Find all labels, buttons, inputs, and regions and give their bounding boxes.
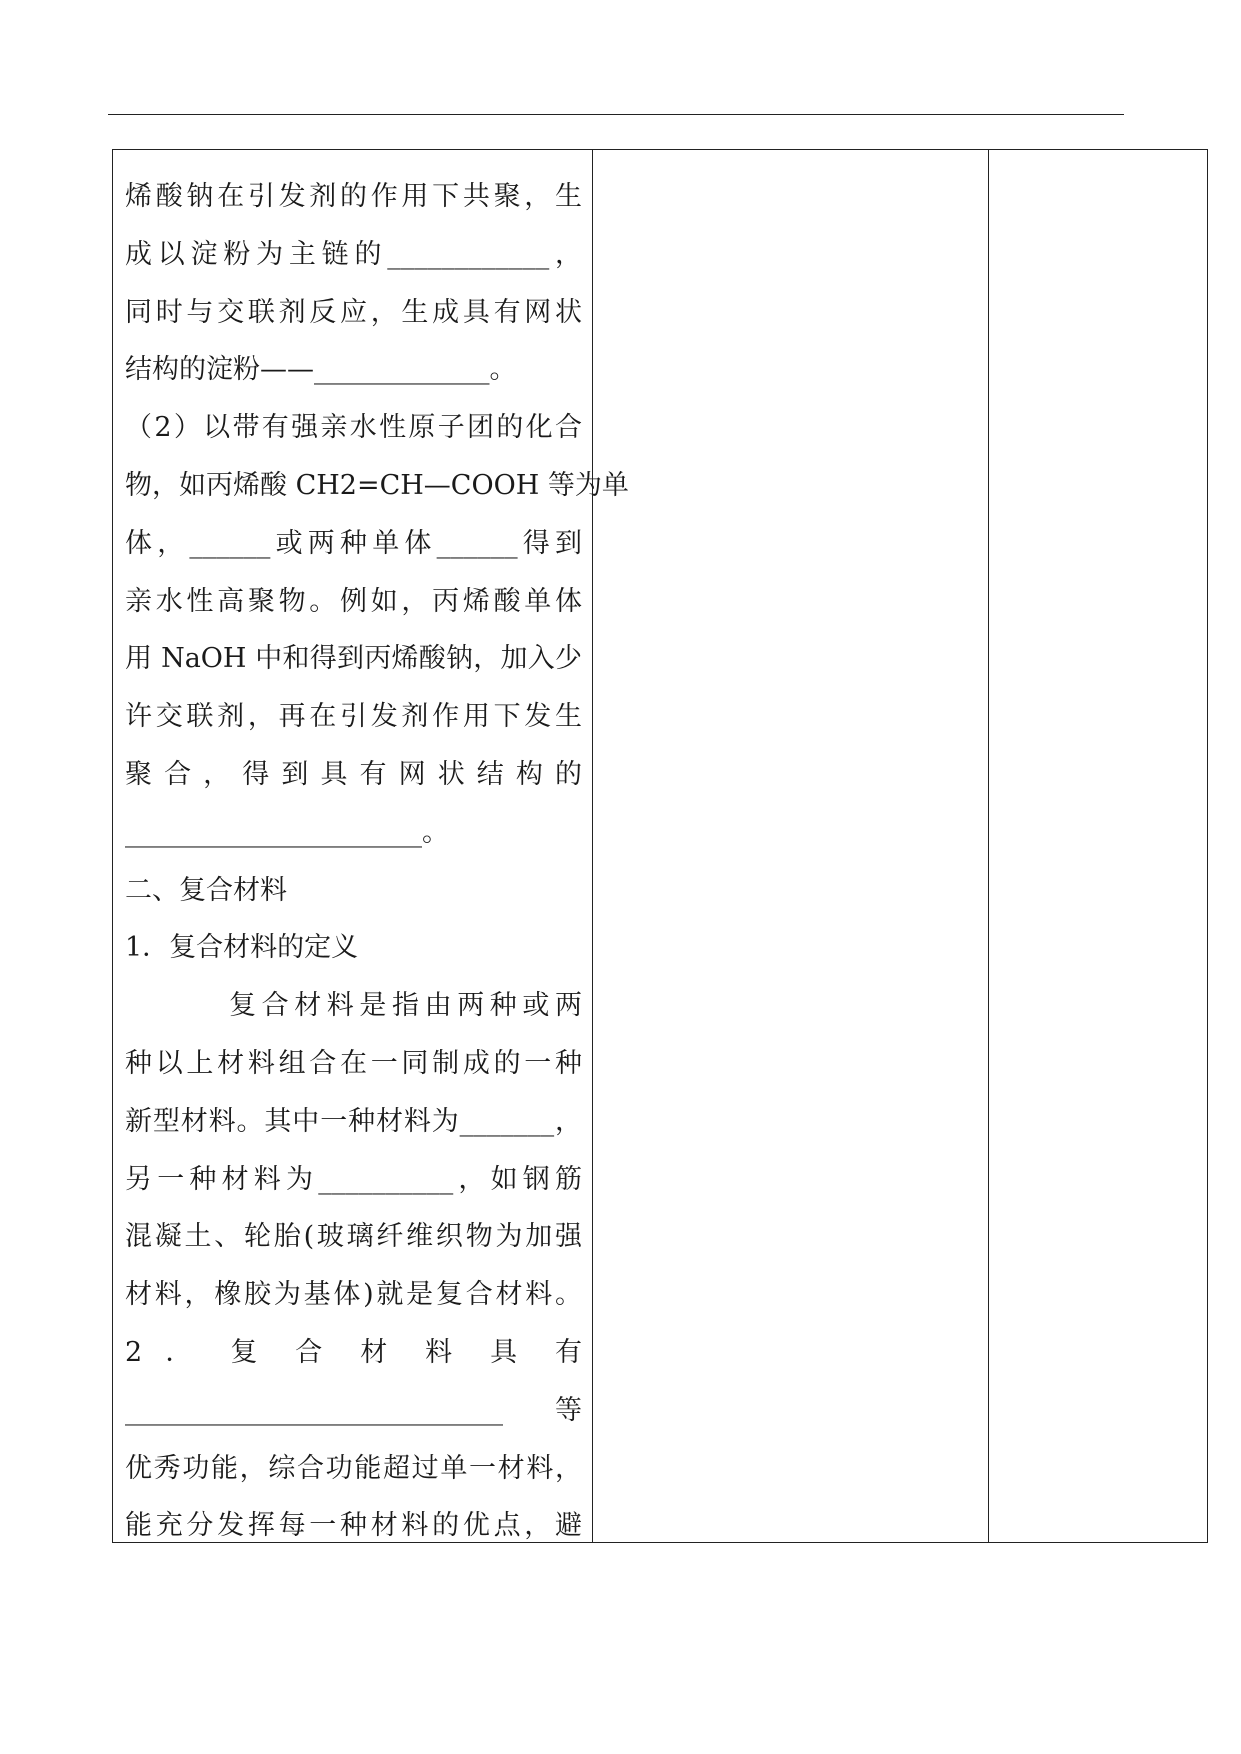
text-line: 同时与交联剂反应，生成具有网状 [125, 296, 582, 328]
text-line: 材料，橡胶为基体)就是复合材料。 [125, 1279, 582, 1311]
text-line: 许交联剂，再在引发剂作用下发生 [125, 701, 582, 733]
text-line: 用 NaOH 中和得到丙烯酸钠，加入少 [125, 643, 582, 675]
text-line: 烯酸钠在引发剂的作用下共聚，生 [125, 181, 582, 212]
notes-column [593, 150, 989, 1542]
text-line: 2 ． 复 合 材 料 具 有 [125, 1336, 582, 1368]
text-line: 种以上材料组合在一同制成的一种 [125, 1047, 582, 1079]
text-line: 物，如丙烯酸 CH2=CH—COOH 等为单 [125, 469, 629, 501]
text-line: ______________________。 [125, 816, 449, 848]
header-rule [108, 114, 1124, 115]
text-line: 亲水性高聚物。例如，丙烯酸单体 [125, 585, 582, 617]
text-line: 另一种材料为__________，如钢筋 [125, 1163, 582, 1195]
text-line: 结构的淀粉——_____________。 [125, 354, 517, 386]
text-line: 成以淀粉为主链的____________， [125, 238, 582, 270]
text-line: （2）以带有强亲水性原子团的化合 [125, 412, 582, 444]
text-line: 复合材料是指由两种或两 [229, 990, 582, 1022]
text-line: 体，______或两种单体______得到 [125, 527, 582, 559]
remarks-column [989, 150, 1207, 1542]
text-line: 优秀功能，综合功能超过单一材料， [125, 1452, 582, 1484]
text-line: 新型材料。其中一种材料为_______， [125, 1105, 582, 1137]
worksheet-table [112, 149, 1208, 1543]
content-column [113, 150, 629, 1542]
subsection-heading: 1．复合材料的定义 [125, 932, 359, 964]
text-line: ____________________________ 等 [125, 1394, 582, 1426]
section-heading: 二、复合材料 [125, 874, 287, 906]
text-line: 能充分发挥每一种材料的优点，避 [125, 1510, 582, 1542]
text-line: 混凝土、轮胎(玻璃纤维织物为加强 [125, 1221, 582, 1253]
text-line: 聚 合 ， 得 到 具 有 网 状 结 构 的 [125, 758, 582, 790]
